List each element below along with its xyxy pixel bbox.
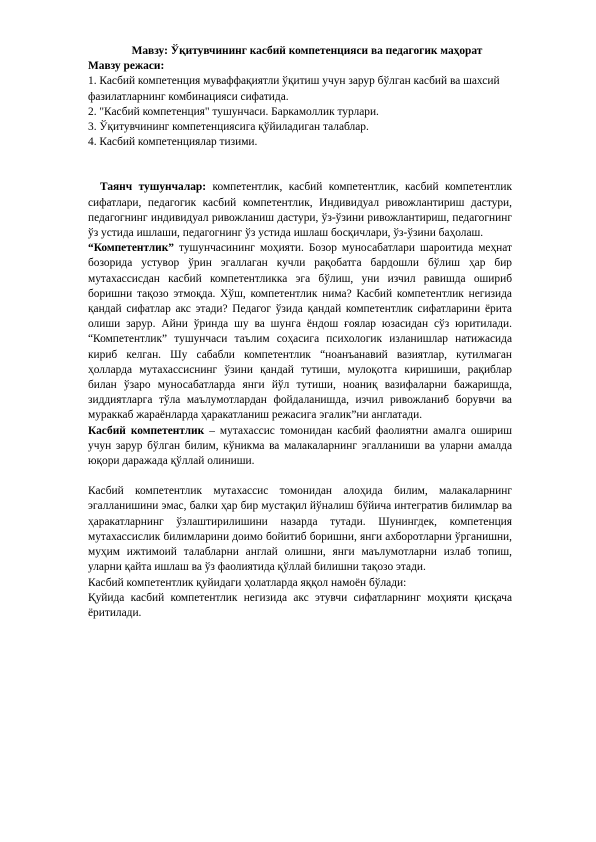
paragraph-4: Қуйида касбий компетентлик негизида акс этувчи сифатларнинг моҳияти қисқача ёритилади. [88, 591, 512, 619]
competence-term: “Компетентлик” [88, 242, 174, 255]
document-title: Мавзу: Ўқитувчининг касбий компетенцияси ва педагогик маҳорат [131, 45, 483, 57]
professional-competence-term: Касбий компетентлик [88, 424, 205, 437]
paragraph-2: Касбий компетентлик мутахассис томонидан алоҳида билим, малакаларнинг эгалланишини эмас, балки ҳар бир мустақил йўналиш бўйича интегратив билимлар ва ҳаракатларнинг ўзлаштирилишини назарда тутади. Шунингдек, компетенция мутахассислик билимларини доимо бойитиб боришни, янги ахборотларни ўрганишни, муҳим ижтимоий талабларни англай олишни, янги маълумотларни излаб топиш, уларни қайта ишлаш ва ўз фаолиятида қўллай билишни тақозо этади. [88, 485, 512, 574]
spacer [88, 150, 512, 180]
plan-list [88, 74, 512, 150]
competence-paragraph [88, 241, 512, 423]
plan-item-3: 3. Ўқитувчининг компетенциясига қўйиладиган талаблар. [88, 121, 369, 134]
key-concepts-text: компетентлик, касбий компетентлик, касбий компетентлик сифатлари, педагогик касбий компетентлик, Индивидуал ривожлантириш дастури, педагогнинг индивидуал ривожланиш дастури, ўз-ўзини ривожлантириш, педагогнинг ўз устида ишлаши, педагогнинг ўз устида ишлаш босқичлари, ўз-ўзини баҳолаш. [88, 181, 512, 240]
plan-item-4: 4. Касбий компетенциялар тизими. [88, 136, 258, 149]
plan-item-1: 1. Касбий компетенция муваффақиятли ўқитиш учун зарур бўлган касбий ва шахсий фазилатларнинг комбинацияси сифатида. [88, 75, 500, 103]
plan-heading: Мавзу режаси: [88, 60, 165, 73]
competence-text: тушунчасининг моҳияти. Бозор муносабатлари шароитида меҳнат бозорида устувор ўрин эгаллаган кучли рақобатга бардошли бўлиш ҳар бир мутахассисдан касбий компетентликка эга бўлиш, уни изчил равишда ошириб боришни тақозо этмоқда. Хўш, компетентлик нима? Касбий компетентлик негизида қандай сифатлар акс этади? Педагог ўзида қандай компетентлик сифатларини ёрита олиши зарур. Айни ўринда шу ва шунга ёндош ғоялар юзасидан сўз юритилади. “Компетентлик” тушунчаси таълим соҳасига психологик изланишлар натижасида кириб келган. Шу сабабли компетентлик “ноанъанавий вазиятлар, кутилмаган ҳолларда мутахассиснинг ўзини қандай тутиши, мулоқотга киришиши, рақиблар билан ўзаро муносабатларда янги йўл тутиши, ноаниқ вазифаларни бажаришда, зиддиятларга тўла маълумотлардан фойдаланишда, изчил ривожланиб борувчи ва мураккаб жараёнларда ҳаракатланиш режасига эгалик”ни англатади. [88, 242, 512, 422]
key-concepts-paragraph [88, 180, 512, 241]
professional-competence-text: – мутахассис томонидан касбий фаолиятни амалга ошириш учун зарур бўлган билим, кўникма ва малакаларнинг эгалланиши ва уларни амалда юқори даражада қўллай олиниши. [88, 424, 512, 468]
professional-competence-paragraph [88, 424, 512, 470]
key-concepts-term: Таянч тушунчалар: [100, 181, 207, 194]
document-page [88, 44, 512, 621]
plan-item-2: 2. "Касбий компетенция" тушунчаси. Баркамоллик турлари. [88, 105, 379, 118]
spacer [88, 469, 512, 484]
paragraph-3: Касбий компетентлик қуйидаги ҳолатларда яққол намоён бўлади: [88, 576, 407, 589]
